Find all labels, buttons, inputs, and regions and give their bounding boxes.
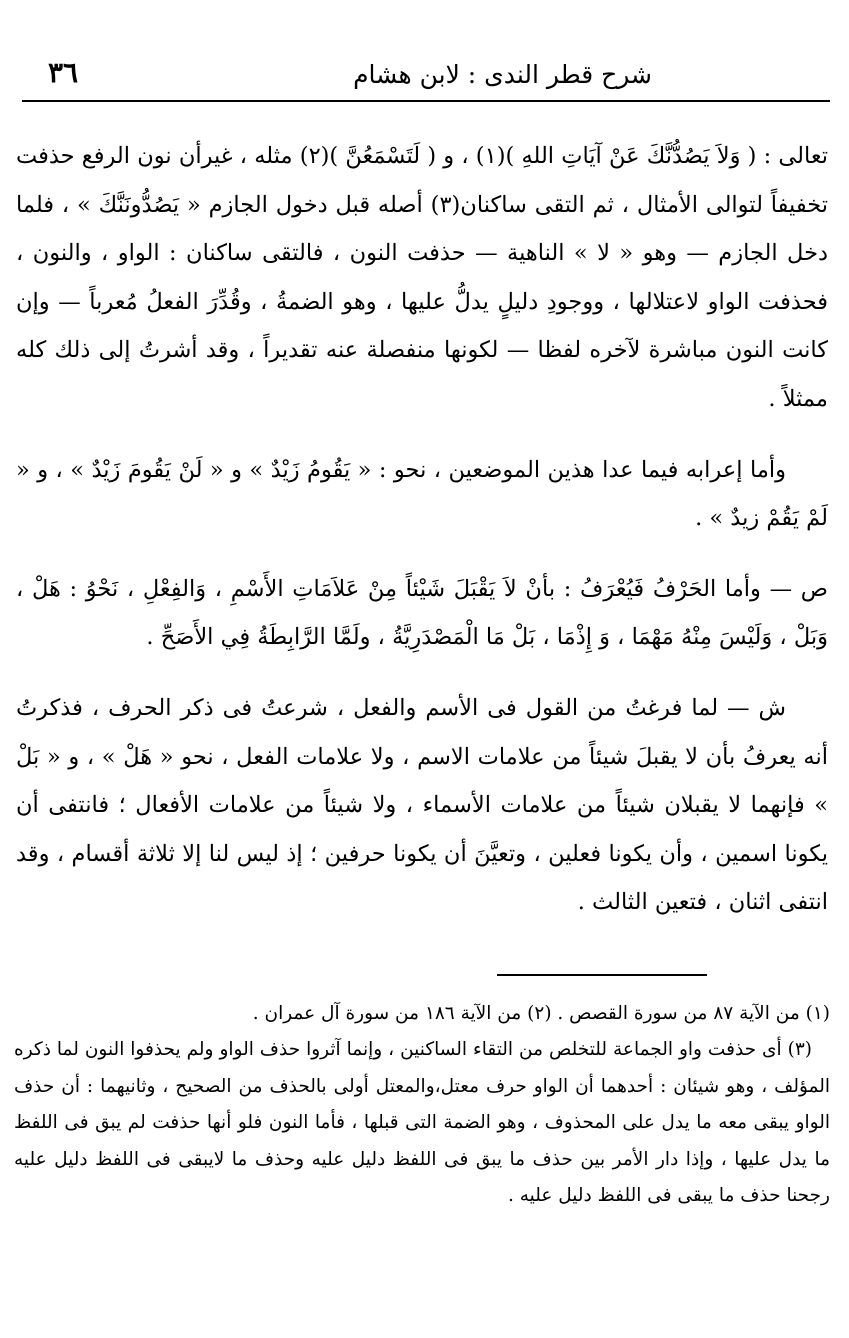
footnotes: [14, 996, 830, 1214]
paragraph-1: تعالى : ( وَلاَ يَصُدُّنَّكَ عَنْ آيَاتِ اللهِ )(١) ، و ( لَتَسْمَعُنَّ )(٢) مثله ، غيرأن نون الرفع حذفت تخفيفاً لتوالى الأمثال ، ثم التقى ساكنان(٣) أصله قبل دخول الجازم « يَصُدُّونَنَّكَ » ، فلما دخل الجازم — وهو « لا » الناهية — حذفت النون ، فالتقى ساكنان : الواو ، والنون ، فحذفت الواو لاعتلالها ، ووجودِ دليلٍ يدلُّ عليها ، وهو الضمةُ ، وقُدِّرَ الفعلُ مُعرباً — وإن كانت النون مباشرة لآخره لفظا — لكونها منفصلة عنه تقديراً ، وقد أشرتُ إلى ذلك كله ممثلاً .: [16, 143, 829, 412]
main-text: [16, 132, 828, 949]
footnote-divider: [497, 974, 707, 976]
page-header: [22, 48, 830, 102]
paragraph-4: ش — لما فرغتُ من القول فى الأسم والفعل ، شرعتُ فى ذكر الحرف ، فذكرتُ أنه يعرفُ بأن لا يقبلَ شيئاً من علامات الاسم ، ولا علامات الفعل ، نحو « هَلْ » ، و « بَلْ » فإنهما لا يقبلان شيئاً من علامات الأسماء ، ولا شيئاً من علامات الأفعال ؛ فانتفى أن يكونا اسمين ، وأن يكونا فعلين ، وتعيَّنَ أن يكونا حرفين ؛ إذ ليس لنا إلا ثلاثة أقسام ، وقد انتفى اثنان ، فتعين الثالث .: [16, 694, 828, 916]
paragraph-3: ص — وأما الحَرْفُ فَيُعْرَفُ : بأنْ لاَ يَقْبَلَ شَيْئاً مِنْ عَلاَمَاتِ الأَسْمِ ، وَالفِعْلِ ، نَحْوُ : هَلْ ، وَبَلْ ، وَلَيْسَ مِنْهُ مَهْمَا ، وَ إِذْمَا ، بَلْ مَا الْمَصْدَرِيَّةُ ، ولَمَّا الرَّابِطَةُ فِي الأَصَحِّ .: [16, 575, 828, 651]
running-title: شرح قطر الندى : لابن هشام: [353, 60, 652, 89]
page-number: ٣٦: [48, 56, 79, 89]
paragraph-2: وأما إعرابه فيما عدا هذين الموضعين ، نحو : « يَقُومُ زَيْدٌ » و « لَنْ يَقُومَ زَيْدٌ » ، و « لَمْ يَقُمْ زيدٌ » .: [16, 456, 828, 532]
footnote-3: (٣) أى حذفت واو الجماعة للتخلص من التقاء الساكنين ، وإنما آثروا حذف الواو ولم يحذفوا النون لما ذكره المؤلف ، وهو شيئان : أحدهما أن الواو حرف معتل،والمعتل أولى بالحذف من الصحيح ، وثانيهما : أن حذف الواو يبقى معه ما يدل على المحذوف ، وهو الضمة التى قبلها ، فأما النون فلو أنها حذفت لم يبق فى اللفظ ما يدل عليها ، وإذا دار الأمر بين حذف ما يبق فى اللفظ دليل عليه وحذف ما لايبقى فى اللفظ دليل عليه رجحنا حذف ما يبقى فى اللفظ دليل عليه .: [14, 1039, 830, 1207]
footnote-1-2: (١) من الآية ٨٧ من سورة القصص . (٢) من الآية ١٨٦ من سورة آل عمران .: [252, 1003, 830, 1024]
